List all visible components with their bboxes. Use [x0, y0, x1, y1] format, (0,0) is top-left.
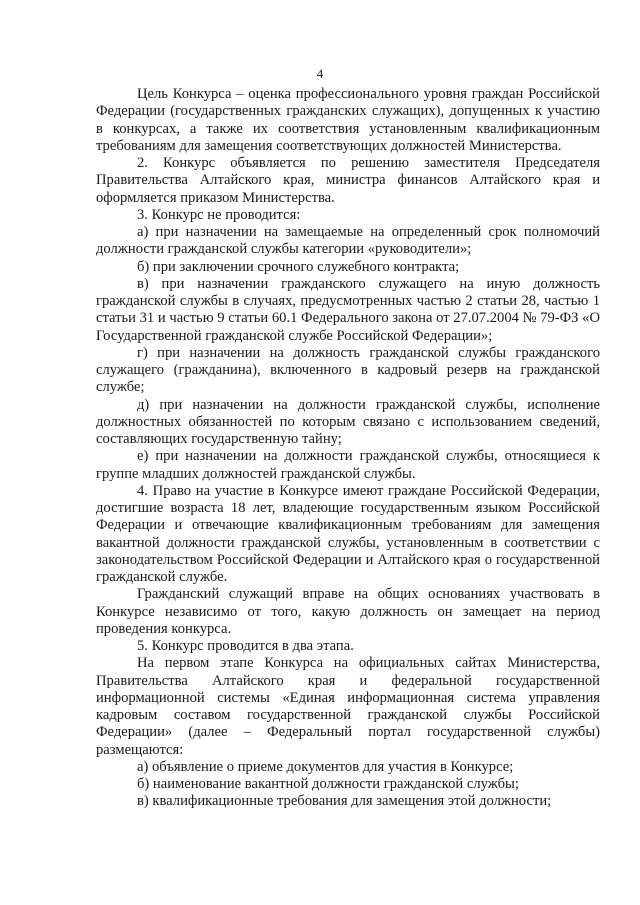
- subitem-3v: в) при назначении гражданского служащего на иную должность гражданской службы в случаях, предусмотренных частью 2 статьи 28, частью 1 статьи 31 и частью 9 статьи 60.1 Федерального закона от 27.07.2004 № 79-ФЗ «О Государственной гражданской службе Российской Федерации»;: [96, 275, 600, 344]
- subitem-3d: д) при назначении на должности гражданской службы, исполнение должностных обязанностей по которым связано с использованием сведений, составляющих государственную тайну;: [96, 396, 600, 447]
- subitem-3e: е) при назначении на должности гражданской службы, относящиеся к группе младших должностей гражданской службы.: [96, 448, 600, 482]
- paragraph-item-4: 4. Право на участие в Конкурсе имеют граждане Российской Федерации, достигшие возраста 18 лет, владеющие государственным языком Российской Федерации и отвечающие квалификационным требованиям для замещения вакантной должности гражданской службы, установленным в соответствии с законодательством Российской Федерации и Алтайского края о государственной гражданской службе.: [96, 482, 600, 585]
- subitem-5a: а) объявление о приеме документов для участия в Конкурсе;: [137, 758, 514, 775]
- subitem-3a: а) при назначении на замещаемые на определенный срок полномочий должности гражданской службы категории «руководители»;: [96, 224, 600, 258]
- subitem-5b: б) наименование вакантной должности гражданской службы;: [137, 776, 519, 792]
- paragraph-item-2: 2. Конкурс объявляется по решению заместителя Председателя Правительства Алтайского края, министра финансов Алтайского края и оформляется приказом Министерства.: [96, 155, 600, 206]
- subitem-3b: б) при заключении срочного служебного контракта;: [137, 258, 460, 275]
- paragraph-item-3: 3. Конкурс не проводится:: [137, 206, 301, 223]
- page-number: 4: [316, 66, 324, 81]
- paragraph-civil-servant: Гражданский служащий вправе на общих основаниях участвовать в Конкурсе независимо от того, какую должность он замещает на период проведения конкурса.: [96, 586, 600, 637]
- subitem-3g: г) при назначении на должность гражданской службы гражданского служащего (гражданина), включенного в кадровый резерв на гражданской службе;: [96, 344, 600, 396]
- paragraph-first-stage: На первом этапе Конкурса на официальных сайтах Министерства, Правительства Алтайского края и федеральной государственной информационной системы «Единая информационная система управления кадровым составом государственной гражданской службы Российской Федерации» (далее – Федеральный портал государственной службы) размещаются:: [96, 655, 600, 758]
- subitem-5v: в) квалификационные требования для замещения этой должности;: [137, 793, 552, 810]
- paragraph-item-5: 5. Конкурс проводится в два этапа.: [137, 638, 354, 654]
- paragraph-contest-goal: Цель Конкурса – оценка профессионального уровня граждан Российской Федерации (государственных гражданских служащих), допущенных к участию в конкурсах, а также их соответствия установленным квалификационным требованиям для замещения соответствующих должностей Министерства.: [96, 86, 600, 154]
- document-body: [96, 86, 600, 811]
